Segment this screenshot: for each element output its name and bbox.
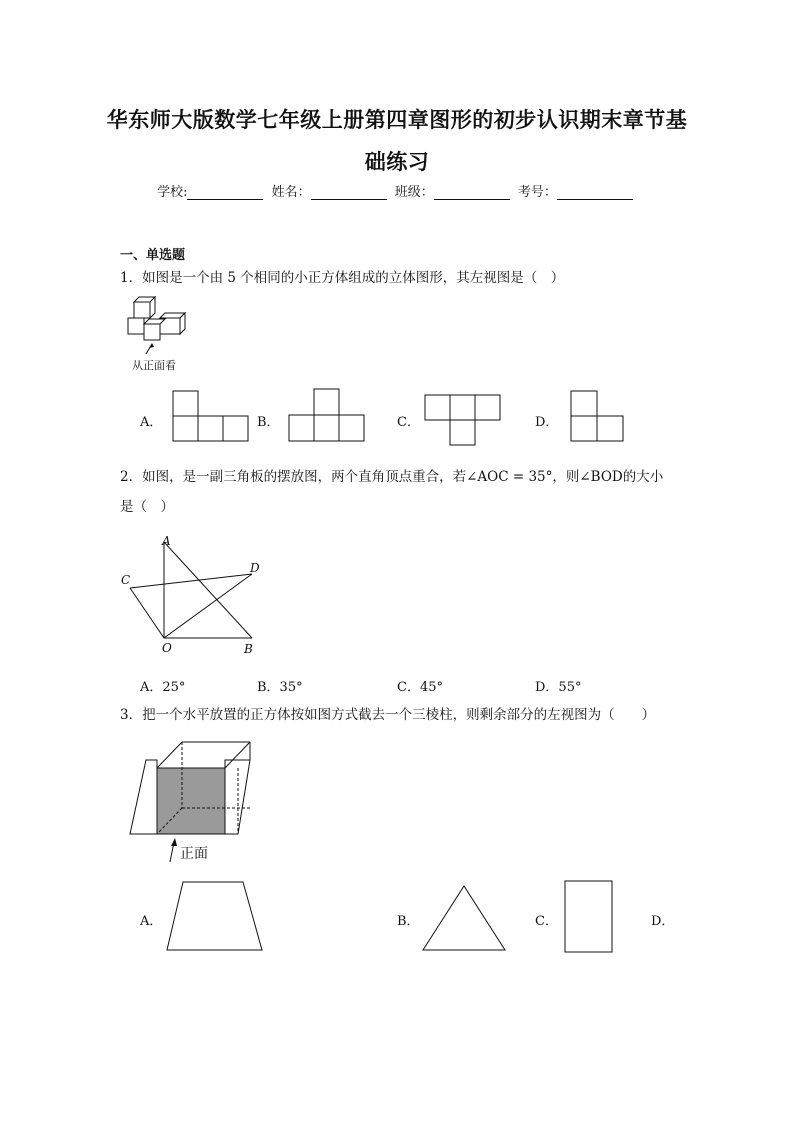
q3-option-a-label[interactable]: A． (140, 914, 163, 929)
q2-option-b[interactable]: B．35° (257, 680, 303, 695)
q1-cube-figure (122, 296, 202, 376)
q1-option-b-figure[interactable] (288, 388, 368, 444)
q1-option-d-figure[interactable] (570, 390, 626, 444)
point-d-label: D (250, 561, 260, 575)
school-label: 学校: (157, 185, 188, 200)
name-label: 姓名： (271, 185, 311, 200)
q3-option-c-figure[interactable] (564, 880, 616, 954)
point-b-label: B (244, 642, 253, 656)
point-a-label: A (162, 534, 171, 548)
question-2-text-line1: 2．如图，是一副三角板的摆放图，两个直角顶点重合，若∠AOC = 35°，则∠BOD的大小 (120, 469, 664, 485)
q3-option-a-figure[interactable] (165, 880, 265, 952)
q3-option-d-label[interactable]: D． (651, 914, 675, 929)
doc-title-line1: 华东师大版数学七年级上册第四章图形的初步认识期末章节基 (106, 107, 688, 132)
q3-cube-figure (128, 738, 258, 866)
q2-option-c[interactable]: C．45° (397, 680, 443, 695)
q1-option-a-figure[interactable] (172, 390, 252, 444)
doc-title-line2: 础练习 (364, 149, 430, 174)
q3-figure-caption: 正面 (180, 846, 208, 862)
q1-option-c-label[interactable]: C． (397, 415, 420, 430)
q1-option-d-label[interactable]: D． (535, 415, 559, 430)
class-blank[interactable] (434, 185, 510, 200)
exam-number-label: 考号： (517, 185, 557, 200)
q1-figure-caption: 从正面看 (132, 359, 176, 372)
q2-triangle-figure (118, 532, 268, 658)
point-c-label: C (121, 573, 131, 587)
q1-option-b-label[interactable]: B． (257, 415, 280, 430)
q3-option-b-label[interactable]: B． (397, 914, 420, 929)
class-label: 班级： (394, 185, 434, 200)
q3-option-c-label[interactable]: C． (535, 914, 558, 929)
q1-option-c-figure[interactable] (424, 394, 504, 448)
q2-option-a[interactable]: A．25° (140, 680, 186, 695)
section-heading: 一、单选题 (120, 248, 186, 263)
q1-option-a-label[interactable]: A． (140, 415, 163, 430)
point-o-label: O (162, 641, 172, 655)
q3-option-b-figure[interactable] (421, 884, 509, 952)
name-blank[interactable] (311, 185, 387, 200)
student-info-line (0, 181, 794, 200)
question-2-text-line2: 是（ ） (120, 499, 174, 515)
q2-option-d[interactable]: D．55° (535, 680, 582, 695)
question-3-text: 3．把一个水平放置的正方体按如图方式截去一个三棱柱，则剩余部分的左视图为（ ） (120, 707, 656, 723)
school-blank[interactable] (187, 185, 263, 200)
exam-number-blank[interactable] (557, 185, 633, 200)
question-1-text: 1．如图是一个由 5 个相同的小正方体组成的立体图形，其左视图是（ ） (120, 270, 565, 286)
